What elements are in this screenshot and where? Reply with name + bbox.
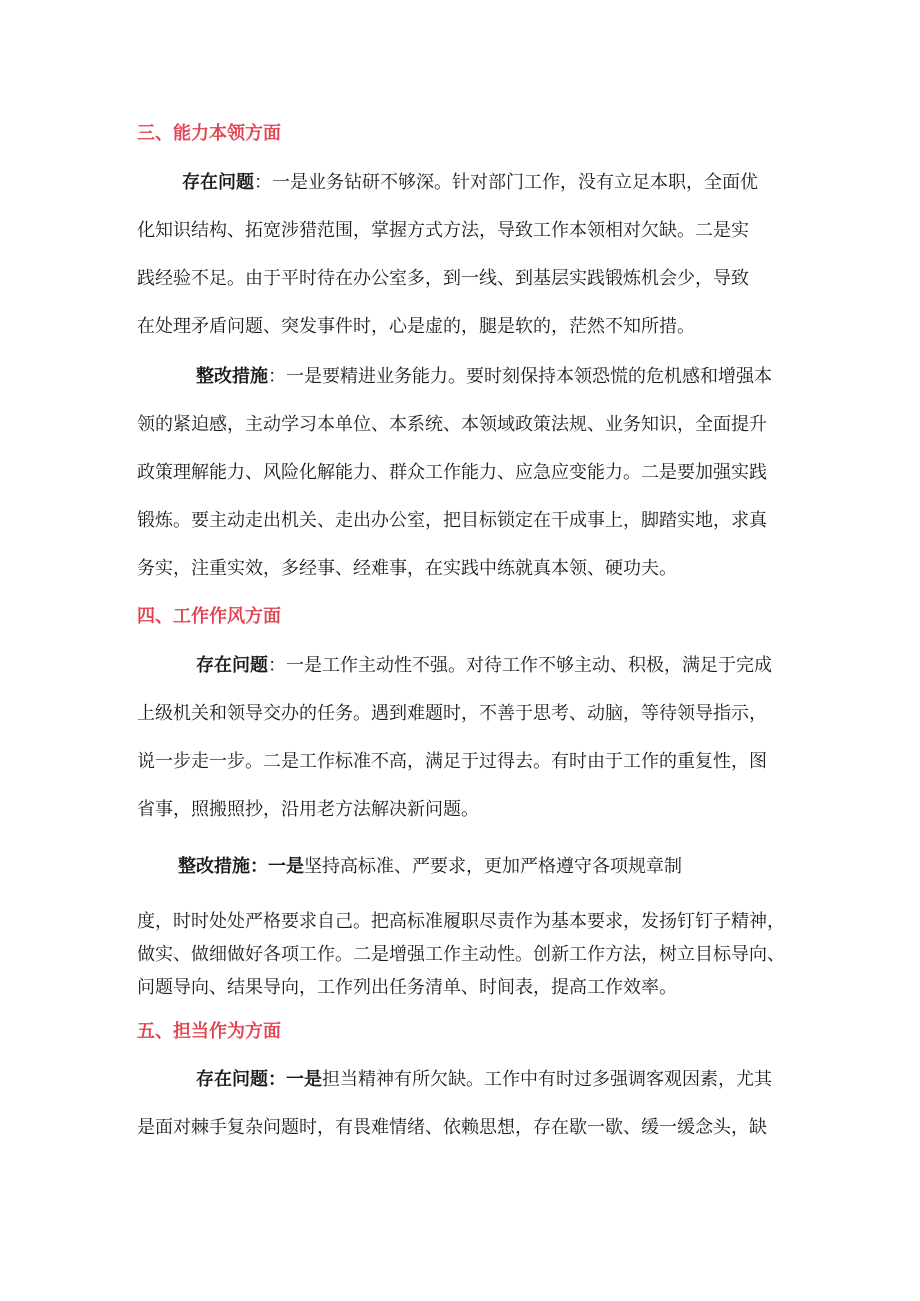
section-heading-ability: 三、能力本领方面: [137, 123, 281, 144]
problem-label: 存在问题：: [196, 1069, 286, 1090]
paragraph-line: [178, 855, 682, 879]
paragraph-line: 上级机关和领导交办的任务。遇到难题时，不善于思考、动脑，等待领导指示，: [137, 703, 767, 724]
paragraph-line: 锻炼。要主动走出机关、走出办公室，把目标锁定在干成事上，脚踏实地，求真: [137, 510, 767, 531]
paragraph-line: 务实，注重实效，多经事、经难事，在实践中练就真本领、硬功夫。: [137, 558, 677, 579]
paragraph-line: 问题导向、结果导向，工作列出任务清单、时间表，提高工作效率。: [137, 977, 677, 998]
lead-marker: 一是: [286, 1069, 322, 1090]
text-run: 一是要精进业务能力。要时刻保持本领恐慌的危机感和增强本: [286, 366, 772, 387]
text-run: 一是业务钻研不够深。针对部门工作，没有立足本职，全面优: [272, 172, 758, 193]
paragraph-line: 政策理解能力、风险化解能力、群众工作能力、应急应变能力。二是要加强实践: [137, 462, 767, 483]
label-separator: ：: [254, 172, 272, 193]
paragraph-line: 领的紧迫感，主动学习本单位、本系统、本领域政策法规、业务知识，全面提升: [137, 414, 767, 435]
paragraph-line: 省事，照搬照抄，沿用老方法解决新问题。: [137, 799, 479, 820]
section-heading-responsibility: 五、担当作为方面: [137, 1021, 281, 1042]
paragraph-line: 做实、做细做好各项工作。二是增强工作主动性。创新工作方法，树立目标导向、: [137, 944, 785, 965]
problem-label: 存在问题: [182, 172, 254, 193]
paragraph-line: [196, 654, 772, 678]
paragraph-line: 践经验不足。由于平时待在办公室多，到一线、到基层实践锻炼机会少，导致: [137, 268, 749, 289]
lead-marker: 一是: [268, 856, 304, 877]
paragraph-line: 是面对棘手复杂问题时，有畏难情绪、依赖思想，存在歇一歇、缓一缓念头，缺: [137, 1117, 767, 1138]
label-separator: ：: [268, 366, 286, 387]
section-heading-workstyle: 四、工作作风方面: [137, 606, 281, 627]
text-run: 担当精神有所欠缺。工作中有时过多强调客观因素，尤其: [322, 1069, 772, 1090]
paragraph-line: 说一步走一步。二是工作标准不高，满足于过得去。有时由于工作的重复性，图: [137, 751, 767, 772]
measure-label: 整改措施：: [178, 856, 268, 877]
paragraph-line: [196, 365, 772, 389]
measure-label: 整改措施: [196, 366, 268, 387]
paragraph-line: 度，时时处处严格要求自己。把高标准履职尽责作为基本要求，发扬钉钉子精神，: [137, 911, 785, 932]
label-separator: ：: [268, 655, 286, 676]
paragraph-line: 在处理矛盾问题、突发事件时，心是虚的，腿是软的，茫然不知所措。: [137, 316, 695, 337]
paragraph-line: [196, 1068, 772, 1092]
text-run: 坚持高标准、严要求，更加严格遵守各项规章制: [304, 856, 682, 877]
paragraph-line: [182, 171, 758, 195]
problem-label: 存在问题: [196, 655, 268, 676]
text-run: 一是工作主动性不强。对待工作不够主动、积极，满足于完成: [286, 655, 772, 676]
paragraph-line: 化知识结构、拓宽涉猎范围，掌握方式方法，导致工作本领相对欠缺。二是实: [137, 220, 749, 241]
